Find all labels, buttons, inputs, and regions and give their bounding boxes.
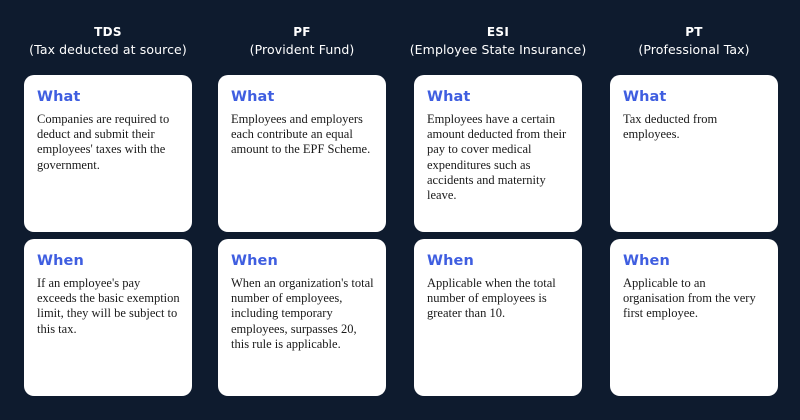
when-description: Applicable to an organisation from the very first employee. [623, 276, 756, 321]
when-card [218, 239, 386, 396]
when-heading: When [623, 253, 670, 269]
column-abbr: PF [293, 25, 311, 39]
column-header [600, 24, 788, 58]
when-heading: When [37, 253, 84, 269]
when-card [610, 239, 778, 396]
when-heading: When [427, 253, 474, 269]
what-heading: What [231, 89, 275, 105]
when-description: Applicable when the total number of employees is greater than 10. [427, 276, 556, 321]
what-card [24, 75, 192, 232]
when-description: If an employee's pay exceeds the basic exemption limit, they will be subject to this tax. [37, 276, 180, 336]
column-full-name: (Employee State Insurance) [409, 42, 587, 57]
when-card [414, 239, 582, 396]
column-abbr: ESI [486, 25, 510, 39]
column-full-name: (Provident Fund) [249, 42, 355, 57]
what-card [610, 75, 778, 232]
column-header [14, 24, 202, 58]
column-full-name: (Professional Tax) [638, 42, 750, 57]
what-heading: What [427, 89, 471, 105]
what-description: Employees have a certain amount deducted from their pay to cover medical expenditures such as accidents and maternity leave. [427, 112, 567, 203]
column-header [394, 24, 602, 58]
when-heading: When [231, 253, 278, 269]
when-card [24, 239, 192, 396]
what-heading: What [37, 89, 81, 105]
what-card [218, 75, 386, 232]
column-full-name: (Tax deducted at source) [29, 42, 187, 57]
what-heading: What [623, 89, 667, 105]
when-description: When an organization's total number of employees, including temporary employees, surpasses 20, this rule is applicable. [231, 276, 374, 351]
column-abbr: TDS [94, 25, 122, 39]
column-header [208, 24, 396, 58]
what-description: Tax deducted from employees. [623, 112, 718, 142]
what-description: Companies are required to deduct and submit their employees' taxes with the government. [37, 112, 170, 172]
what-description: Employees and employers each contribute an equal amount to the EPF Scheme. [231, 112, 371, 157]
column-abbr: PT [685, 25, 703, 39]
what-card [414, 75, 582, 232]
